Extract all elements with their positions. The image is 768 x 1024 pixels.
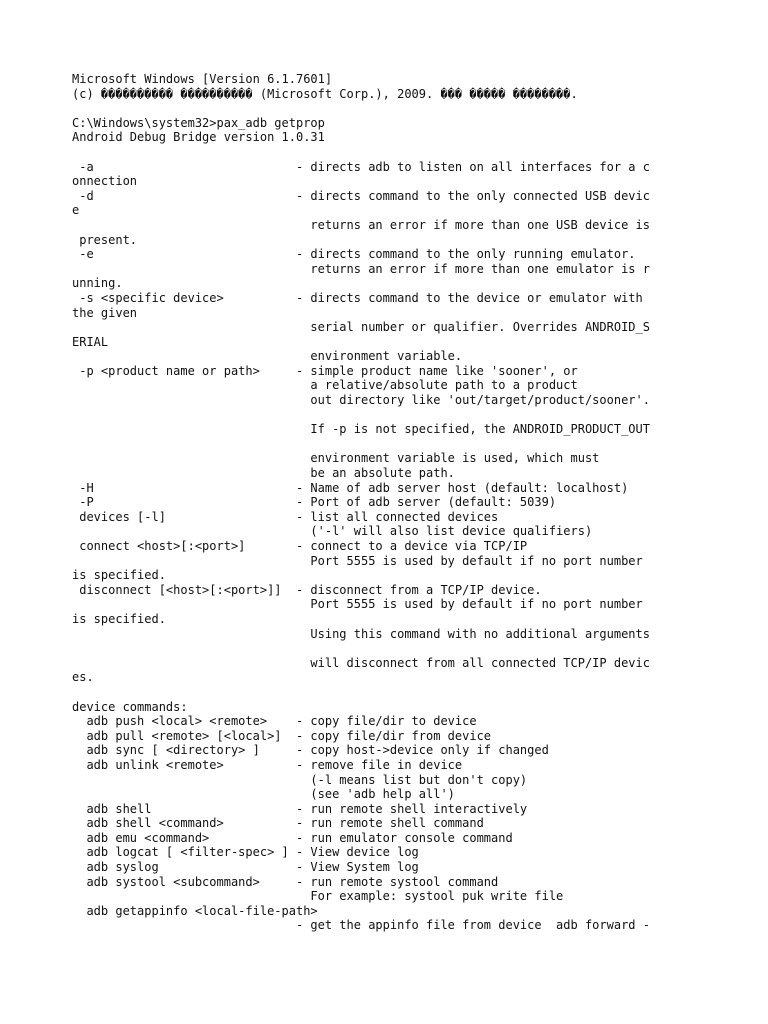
text-line: - get the appinfo file from device adb forward -	[72, 918, 650, 933]
terminal-output-document	[72, 72, 692, 933]
text-line	[72, 437, 692, 452]
text-line: unning.	[72, 276, 123, 291]
text-line: is specified.	[72, 611, 166, 626]
text-line: onnection	[72, 174, 138, 189]
text-line: present.	[72, 232, 138, 247]
text-line: environment variable.	[72, 349, 463, 364]
text-line: adb emu <command> - run emulator console command	[72, 830, 513, 845]
text-line: be an absolute path.	[72, 466, 455, 481]
text-line: Using this command with no additional arguments	[72, 626, 650, 641]
text-line: (-l means list but don't copy)	[72, 772, 528, 787]
text-line: -P - Port of adb server (default: 5039)	[72, 495, 557, 510]
text-line: adb shell <command> - run remote shell command	[72, 816, 484, 831]
text-line: adb sync [ <directory> ] - copy host->device only if changed	[72, 743, 549, 758]
text-line: connect <host>[:<port>] - connect to a device via TCP/IP	[72, 539, 528, 553]
text-line	[72, 101, 692, 116]
text-line: returns an error if more than one USB device is	[72, 217, 650, 232]
text-line: disconnect [<host>[:<port>]] - disconnect from a TCP/IP device.	[72, 582, 542, 597]
text-line: serial number or qualifier. Overrides ANDROID_S	[72, 320, 650, 335]
text-line: devices [-l] - list all connected devices	[72, 509, 499, 524]
text-line: adb getappinfo <local-file-path>	[72, 903, 318, 918]
text-line: Microsoft Windows [Version 6.1.7601]	[72, 72, 333, 86]
text-line: e	[72, 203, 80, 218]
text-line: the given	[72, 305, 138, 320]
text-line: Port 5555 is used by default if no port number	[72, 597, 643, 612]
text-line: es.	[72, 670, 94, 685]
text-line: will disconnect from all connected TCP/IP devic	[72, 655, 650, 670]
text-line	[72, 145, 692, 160]
text-line: environment variable is used, which must	[72, 451, 600, 466]
text-line: (c) ���������� ���������� (Microsoft Corp.), 2009. ��� ����� ��������.	[72, 86, 578, 101]
text-line	[72, 641, 692, 656]
text-line: adb push <local> <remote> - copy file/dir to device	[72, 714, 477, 729]
text-line: -H - Name of adb server host (default: localhost)	[72, 480, 629, 495]
text-line: C:\Windows\system32>pax_adb getprop	[72, 115, 325, 130]
text-line: adb shell - run remote shell interactively	[72, 801, 528, 816]
text-line: is specified.	[72, 568, 166, 583]
text-line: (see 'adb help all')	[72, 787, 455, 802]
text-line: -d - directs command to the only connected USB devic	[72, 188, 650, 203]
text-line: Port 5555 is used by default if no port number	[72, 553, 643, 568]
text-line: For example: systool puk write file	[72, 889, 564, 904]
text-line: adb unlink <remote> - remove file in device	[72, 757, 463, 772]
text-line: adb syslog - View System log	[72, 860, 419, 875]
text-line: out directory like 'out/target/product/sooner'.	[72, 393, 650, 408]
text-line: -e - directs command to the only running emulator.	[72, 247, 636, 262]
text-line	[72, 408, 692, 423]
text-line: Android Debug Bridge version 1.0.31	[72, 130, 325, 145]
text-line: -s <specific device> - directs command to the device or emulator with	[72, 290, 643, 305]
text-line: adb logcat [ <filter-spec> ] - View device log	[72, 845, 419, 860]
text-line: a relative/absolute path to a product	[72, 378, 578, 393]
text-line: adb systool <subcommand> - run remote systool command	[72, 874, 499, 889]
text-line: -a - directs adb to listen on all interfaces for a c	[72, 159, 650, 174]
text-line: ERIAL	[72, 334, 109, 349]
text-line: ('-l' will also list device qualifiers)	[72, 524, 593, 539]
text-line: returns an error if more than one emulator is r	[72, 261, 650, 276]
text-line: device commands:	[72, 699, 188, 714]
text-line: adb pull <remote> [<local>] - copy file/dir from device	[72, 728, 492, 743]
text-line: -p <product name or path> - simple product name like 'sooner', or	[72, 363, 578, 378]
text-line	[72, 685, 692, 700]
text-line: If -p is not specified, the ANDROID_PRODUCT_OUT	[72, 422, 650, 437]
